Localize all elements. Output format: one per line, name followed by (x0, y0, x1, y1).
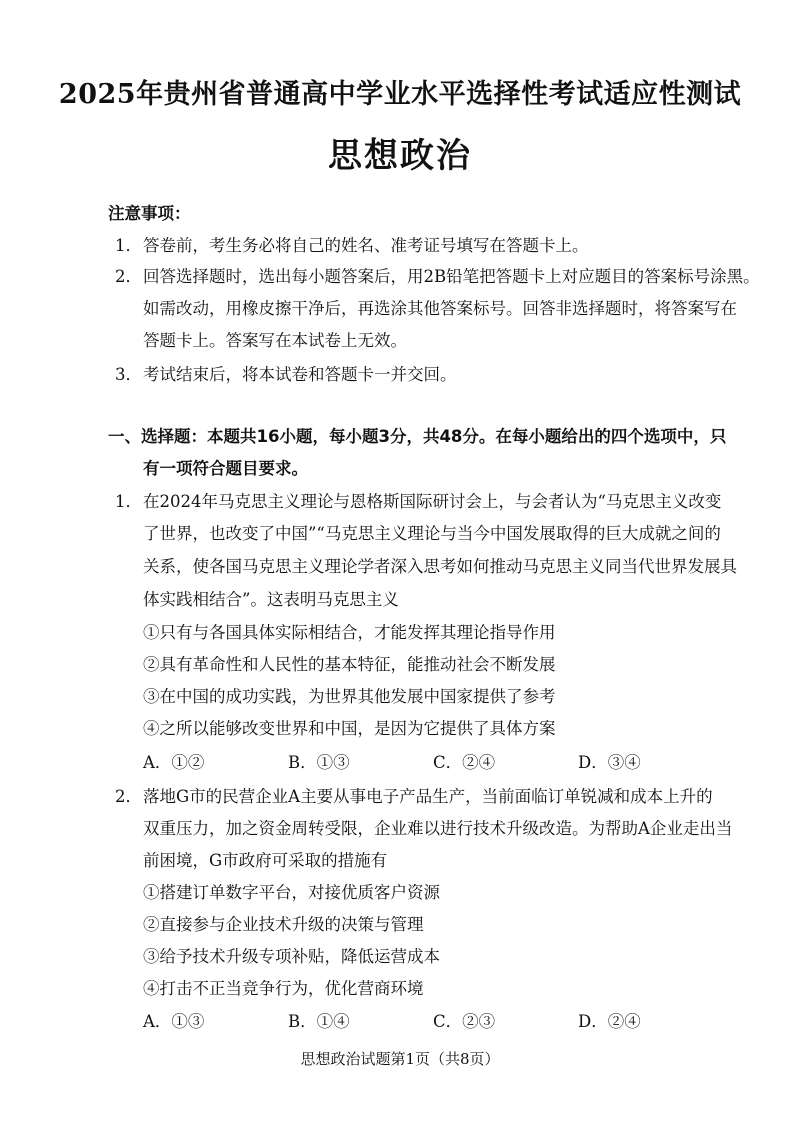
question-statement: ①搭建订单数字平台，对接优质客户资源 (143, 883, 440, 902)
question-stem-line: 了世界，也改变了中国”“马克思主义理论与当今中国发展取得的巨大成就之间的 (143, 524, 721, 543)
notice-item-number: 2． (115, 267, 142, 286)
answer-option-c: C．②④ (433, 753, 496, 772)
notice-item-line: 答题卡上。答案写在本试卷上无效。 (143, 331, 407, 350)
question-statement: ②直接参与企业技术升级的决策与管理 (143, 915, 424, 934)
page-footer: 思想政治试题第1页（共8页） (300, 1050, 500, 1068)
question-stem-line: 在2024年马克思主义理论与恩格斯国际研讨会上，与会者认为“马克思主义改变 (143, 492, 722, 511)
question-stem-line: 前困境，G市政府可采取的措施有 (143, 851, 388, 870)
notice-item-line: 考试结束后，将本试卷和答题卡一并交回。 (143, 365, 457, 384)
question-number: 1． (115, 492, 142, 511)
section-heading: 有一项符合题目要求。 (143, 459, 308, 478)
answer-option-b: B．①④ (288, 1012, 350, 1031)
answer-option-a: A．①③ (143, 1012, 205, 1031)
question-number: 2． (115, 787, 142, 806)
question-stem-line: 落地G市的民营企业A主要从事电子产品生产，当前面临订单锐减和成本上升的 (143, 787, 713, 806)
notice-item-number: 3． (115, 365, 142, 384)
question-statement: ②具有革命性和人民性的基本特征，能推动社会不断发展 (143, 655, 556, 674)
question-statement: ③给予技术升级专项补贴，降低运营成本 (143, 947, 440, 966)
answer-option-d: D．③④ (578, 753, 641, 772)
notice-item-line: 答卷前，考生务必将自己的姓名、准考证号填写在答题卡上。 (143, 236, 589, 255)
answer-option-b: B．①③ (288, 753, 350, 772)
answer-option-c: C．②③ (433, 1012, 496, 1031)
subject-title: 思想政治 (328, 136, 472, 176)
notice-heading: 注意事项： (108, 204, 191, 223)
notice-item-line: 如需改动，用橡皮擦干净后，再选涂其他答案标号。回答非选择题时，将答案写在 (143, 299, 737, 318)
question-statement: ③在中国的成功实践，为世界其他发展中国家提供了参考 (143, 687, 556, 706)
notice-item-line: 回答选择题时，选出每小题答案后，用2B铅笔把答题卡上对应题目的答案标号涂黑。 (143, 267, 760, 286)
question-stem-line: 双重压力，加之资金周转受限，企业难以进行技术升级改造。为帮助A企业走出当 (143, 819, 733, 838)
question-statement: ①只有与各国具体实际相结合，才能发挥其理论指导作用 (143, 623, 556, 642)
question-stem-line: 关系，使各国马克思主义理论学者深入思考如何推动马克思主义同当代世界发展具 (143, 557, 737, 576)
section-heading: 一、选择题：本题共16小题，每小题3分，共48分。在每小题给出的四个选项中，只 (108, 427, 727, 446)
question-stem-line: 体实践相结合”。这表明马克思主义 (143, 590, 399, 609)
question-statement: ④之所以能够改变世界和中国，是因为它提供了具体方案 (143, 719, 556, 738)
notice-item-number: 1． (115, 236, 142, 255)
answer-option-a: A．①② (143, 753, 205, 772)
question-statement: ④打击不正当竞争行为，优化营商环境 (143, 979, 424, 998)
answer-option-d: D．②④ (578, 1012, 641, 1031)
exam-title: 2025年贵州省普通高中学业水平选择性考试适应性测试 (58, 79, 742, 110)
